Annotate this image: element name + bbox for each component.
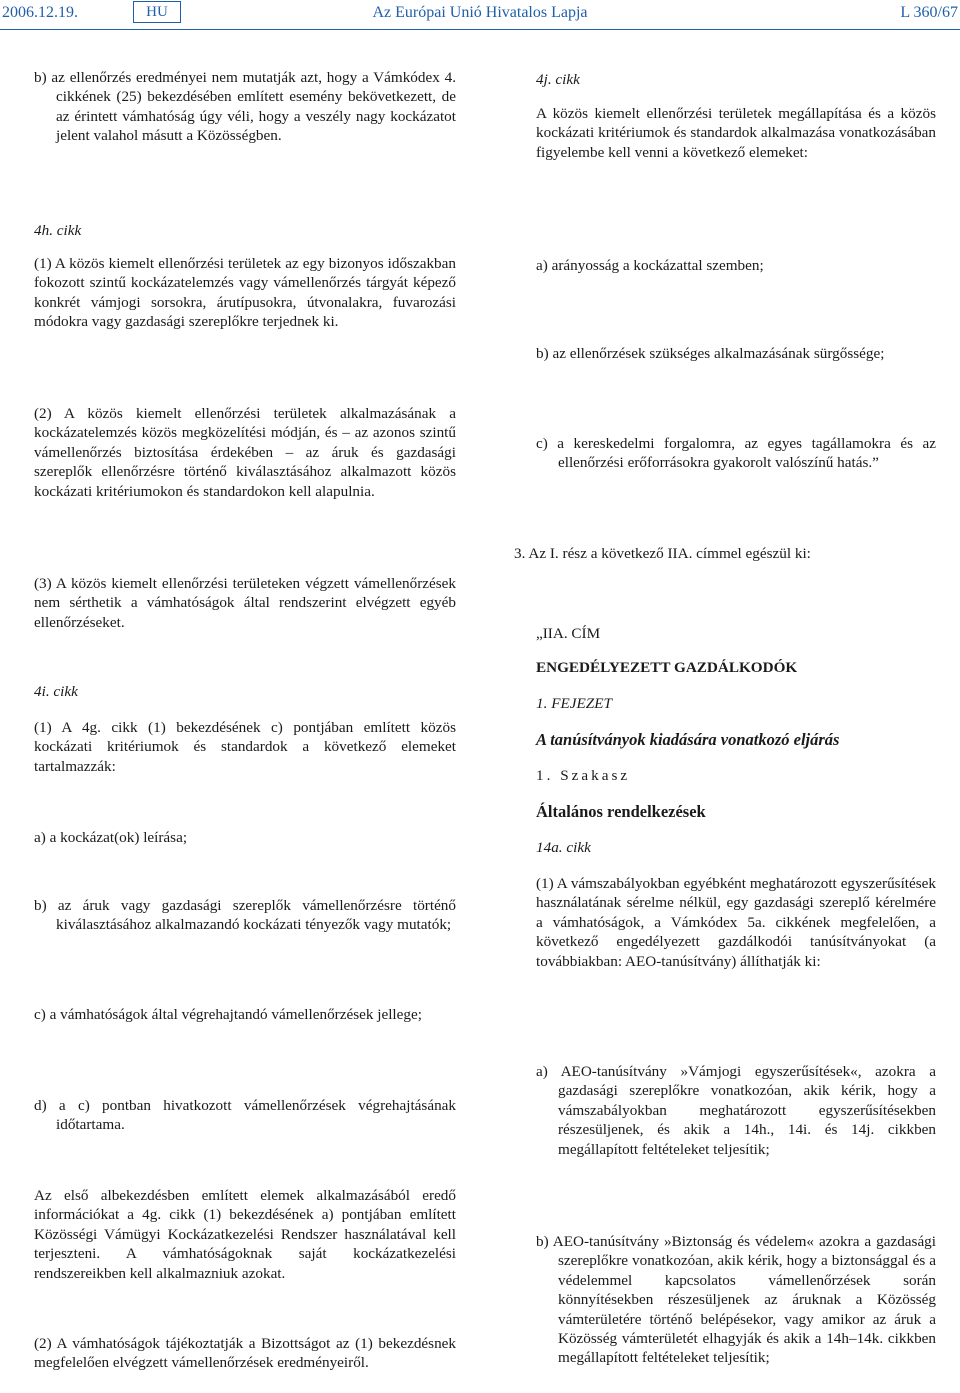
article-4h-para-1: (1) A közös kiemelt ellenőrzési területek az egy bizonyos időszakban fokozott szintű kockázatelemzés vagy vámellenőrzés tárgyát képező konkrét vámjogi sorsokra, árutípusokra, útvonalakra, fuvarozási módokra vagy gazdasági szereplőkre terjednek ki. (34, 255, 456, 331)
article-4i-point-b: b) az áruk vagy gazdasági szereplők vámellenőrzésre történő kiválasztásához alkalmazandó kockázati tényezők vagy mutatók; (34, 897, 456, 934)
article-4i-point-c: c) a vámhatóságok által végrehajtandó vámellenőrzések jellege; (34, 1006, 422, 1023)
article-4i-heading: 4i. cikk (34, 683, 78, 700)
page-header (0, 0, 960, 28)
language-badge: HU (133, 1, 181, 23)
amendment-item-3: 3. Az I. rész a következő IIA. címmel egészül ki: (514, 545, 811, 562)
header-rule (0, 29, 960, 30)
article-4i-point-d: d) a c) pontban hivatkozott vámellenőrzések végrehajtásának időtartama. (34, 1097, 456, 1134)
article-14a-para-1: (1) A vámszabályokban egyébként meghatározott egyszerűsítések használatának sérelme nélkül, egy gazdasági szereplő kérelmére a vámhatóságok, a Vámkódex 5a. cikkének megfelelően, a következő engedélyezett gazdálkodói tanúsítványokat (a továbbiakban: AEO-tanúsítvány) állíthatják ki: (536, 875, 936, 970)
article-4j-point-a: a) arányosság a kockázattal szemben; (536, 257, 764, 274)
article-4i-point-a: a) a kockázat(ok) leírása; (34, 829, 188, 846)
article-4h-para-3: (3) A közös kiemelt ellenőrzési területeken végzett vámellenőrzések nem sérthetik a vámhatóságok által rendszerint elvégzett egyéb ellenőrzéseket. (34, 575, 456, 631)
chapter-1-label: 1. FEJEZET (536, 695, 612, 712)
title-iia: „IIA. CÍM (536, 625, 601, 642)
article-4j-point-c: c) a kereskedelmi forgalomra, az egyes tagállamokra és az ellenőrzési erőforrásokra gyakorolt valószínű hatás.” (536, 435, 936, 472)
article-4h-heading: 4h. cikk (34, 222, 82, 239)
chapter-1-title: A tanúsítványok kiadására vonatkozó eljárás (536, 730, 840, 749)
article-4i-para-1: (1) A 4g. cikk (1) bekezdésének c) pontjában említett közös kockázati kritériumok és standardok a következő elemeket tartalmazzák: (34, 719, 456, 775)
article-4i-subpara: Az első albekezdésben említett elemek alkalmazásából eredő információkat a 4g. cikk (1) bekezdésének a) pontjában említett Közösségi Vámügyi Kockázatkezelési Rendszer használatával kell terjeszteni. A vámhatóságoknak saját kockázatkezelési rendszereikben kell alkalmazniuk azokat. (34, 1187, 456, 1282)
article-4j-heading: 4j. cikk (536, 71, 580, 88)
page-number: L 360/67 (900, 4, 958, 21)
section-1-label: 1. Szakasz (536, 767, 631, 784)
article-14a-heading: 14a. cikk (536, 839, 591, 856)
issue-date: 2006.12.19. (2, 4, 78, 21)
title-iia-name: ENGEDÉLYEZETT GAZDÁLKODÓK (536, 659, 798, 676)
left-point-b-intro: b) az ellenőrzés eredményei nem mutatják azt, hogy a Vámkódex 4. cikkének (25) bekezdésében említett esemény bekövetkezett, de az érintett vámhatóság úgy véli, hogy a veszély nagy kockázatot jelent valahol másutt a Közösségben. (34, 69, 456, 145)
article-4j-para: A közös kiemelt ellenőrzési területek megállapítása és a közös kockázati kritériumok és standardok alkalmazása vonatkozásában figyelembe kell venni a következő elemeket: (536, 105, 936, 161)
article-4j-point-b: b) az ellenőrzések szükséges alkalmazásának sürgőssége; (536, 345, 885, 362)
article-4i-para-2: (2) A vámhatóságok tájékoztatják a Bizottságot az (1) bekezdésnek megfelelően elvégzett vámellenőrzések eredményeiről. (34, 1335, 456, 1372)
article-4h-para-2: (2) A közös kiemelt ellenőrzési területek alkalmazásának a kockázatelemzés közös megközelítési módján, és – az azonos szintű vámellenőrzés biztosítása érdekében – az áruk és gazdasági szereplők ellenőrzésre történő kiválasztásához alkalmazott közös kockázati kritériumokon és standardokon kell alapulnia. (34, 405, 456, 500)
article-14a-point-b: b) AEO-tanúsítvány »Biztonság és védelem« azokra a gazdasági szereplőkre vonatkozóan, akik kérik, hogy a biztonsággal és a védelemmel kapcsolatos vámellenőrzések során könnyítésekben részesüljenek az áruknak a Közösség vámterületére történő belépésekor, vagy amikor az áruk a Közösség vámterületét elhagyják és akik a 14h–14k. cikkben megállapított feltételeket teljesítik; (536, 1233, 936, 1367)
journal-title: Az Európai Unió Hivatalos Lapja (372, 4, 588, 21)
section-1-title: Általános rendelkezések (536, 802, 706, 821)
article-14a-point-a: a) AEO-tanúsítvány »Vámjogi egyszerűsítések«, azokra a gazdasági szereplőkre vonatkozóan, akik kérik, hogy a vámszabályokban meghatározott egyszerűsítésekben részesüljenek, és akik a 14h., 14i. és 14j. cikkben megállapított feltételeket teljesítik; (536, 1063, 936, 1158)
